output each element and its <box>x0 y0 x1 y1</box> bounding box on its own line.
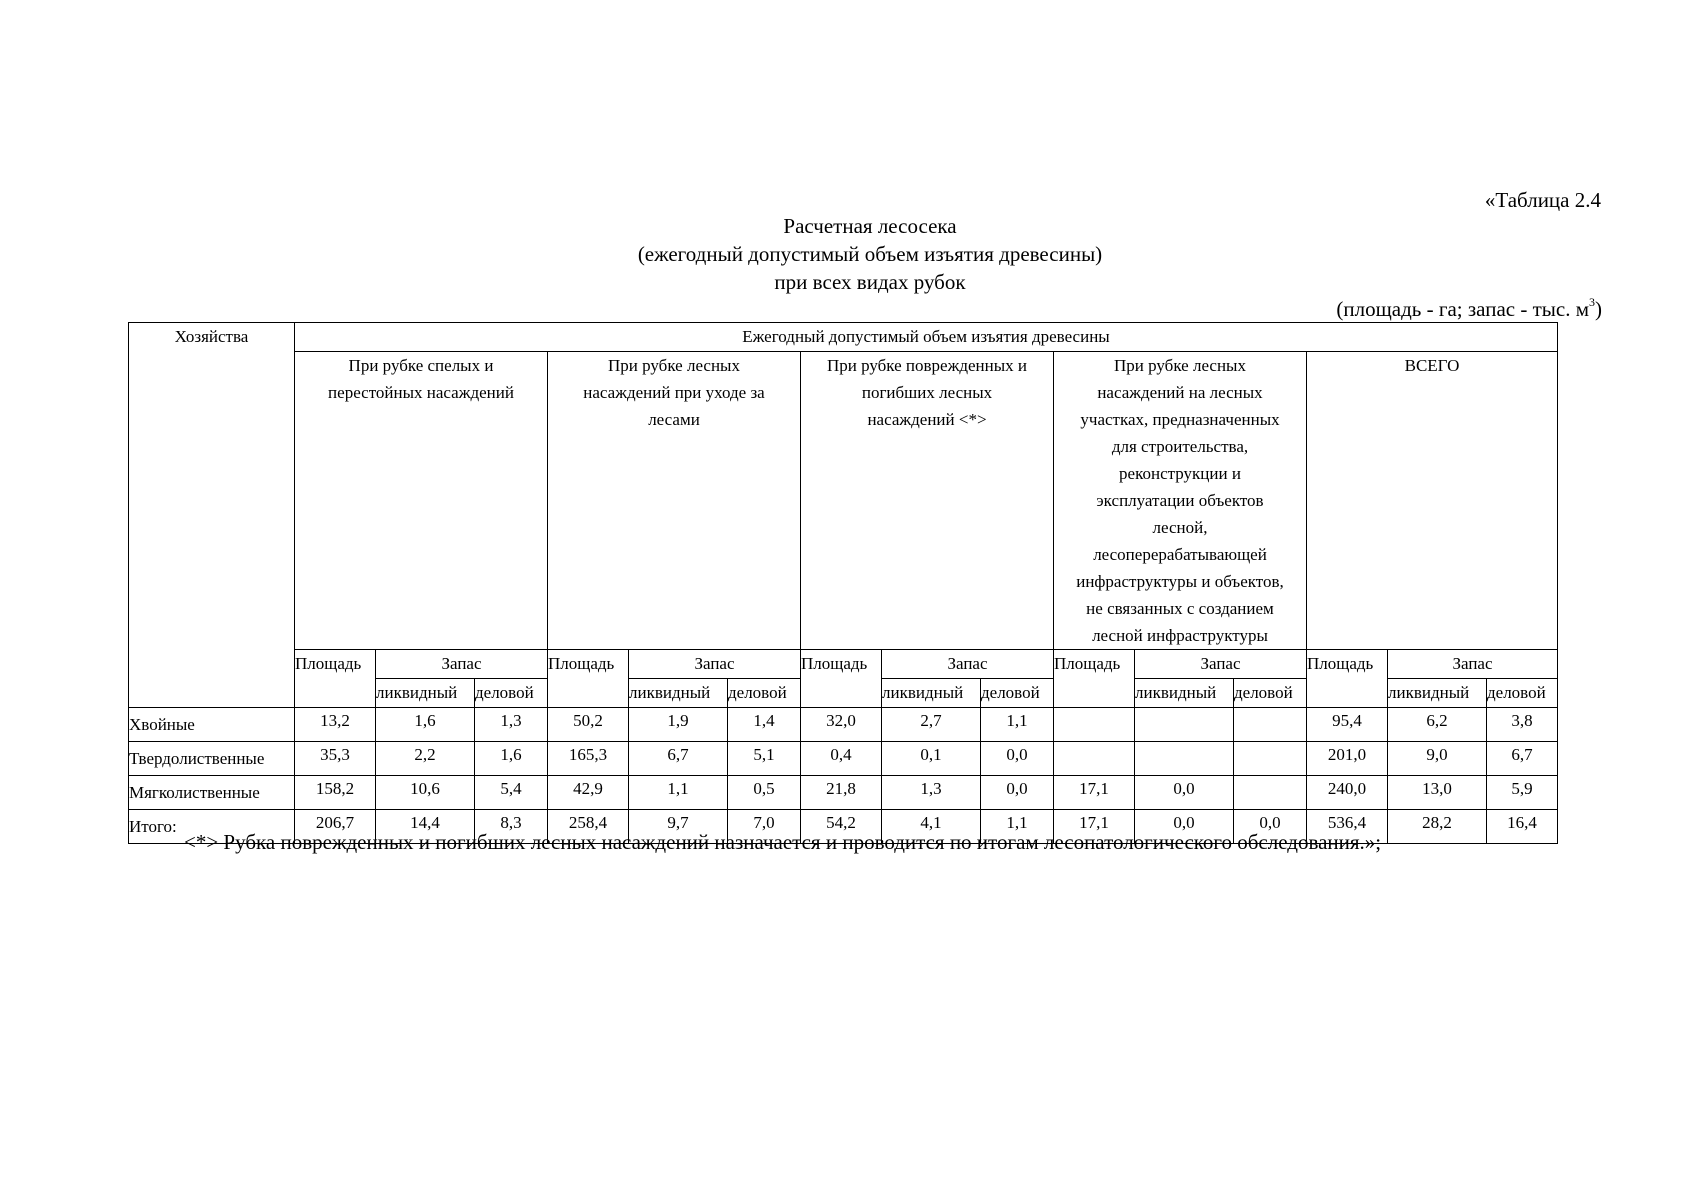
table-cell: 0,0 <box>1135 810 1234 844</box>
table-cell: 1,1 <box>981 810 1054 844</box>
group-header-line: эксплуатации объектов <box>1096 491 1264 510</box>
group-header-line: насаждений при уходе за <box>583 383 765 402</box>
table-body <box>129 323 1558 844</box>
table-cell: 0,0 <box>1234 810 1307 844</box>
row-name: Мягколиственные <box>129 776 295 810</box>
group-header-line: При рубке лесных <box>608 356 740 375</box>
liquid-header: ликвидный <box>629 679 728 708</box>
table-cell: 35,3 <box>295 742 376 776</box>
group-header-line: лесоперерабатывающей <box>1093 545 1267 564</box>
header-row-main <box>129 323 1558 352</box>
group-header-line: При рубке спелых и <box>348 356 494 375</box>
table-cell: 0,0 <box>981 776 1054 810</box>
liquid-header: ликвидный <box>1135 679 1234 708</box>
table-cell: 9,7 <box>629 810 728 844</box>
table-number-label: «Таблица 2.4 <box>1484 188 1601 212</box>
row-name: Хвойные <box>129 708 295 742</box>
group-header-line: не связанных с созданием <box>1086 599 1274 618</box>
table-cell: 3,8 <box>1487 708 1558 742</box>
group-header-line: инфраструктуры и объектов, <box>1076 572 1284 591</box>
group-header <box>1054 352 1307 650</box>
table-cell: 6,2 <box>1388 708 1487 742</box>
group-header-line: насаждений <*> <box>867 410 987 429</box>
title-line: при всех видах рубок <box>774 270 966 294</box>
group-header-line: лесами <box>648 410 700 429</box>
table-cell: 2,2 <box>376 742 475 776</box>
title-line: (ежегодный допустимый объем изъятия древесины) <box>637 242 1103 266</box>
table-cell: 0,5 <box>728 776 801 810</box>
row-name: Итого: <box>129 810 295 844</box>
group-header <box>548 352 801 650</box>
table-row <box>129 708 1558 742</box>
table-cell: 1,9 <box>629 708 728 742</box>
table-cell: 6,7 <box>629 742 728 776</box>
header-farms: Хозяйства <box>129 323 295 708</box>
table-cell <box>1234 708 1307 742</box>
table-cell: 13,0 <box>1388 776 1487 810</box>
table-cell: 0,0 <box>1135 776 1234 810</box>
group-header-line: лесной, <box>1152 518 1208 537</box>
table-cell: 536,4 <box>1307 810 1388 844</box>
liquid-header: ликвидный <box>376 679 475 708</box>
table-cell: 201,0 <box>1307 742 1388 776</box>
liquid-header: ликвидный <box>1388 679 1487 708</box>
business-header: деловой <box>1234 679 1307 708</box>
table-cell: 54,2 <box>801 810 882 844</box>
table-cell: 9,0 <box>1388 742 1487 776</box>
table-cell: 1,4 <box>728 708 801 742</box>
table-cell <box>1234 776 1307 810</box>
business-header: деловой <box>728 679 801 708</box>
table-cell: 1,1 <box>981 708 1054 742</box>
table-cell: 0,0 <box>981 742 1054 776</box>
group-header-line: участках, предназначенных <box>1080 410 1280 429</box>
header-row-area-stock <box>129 650 1558 679</box>
table-cell: 0,4 <box>801 742 882 776</box>
table-cell: 1,3 <box>475 708 548 742</box>
table-cell: 95,4 <box>1307 708 1388 742</box>
table-row <box>129 776 1558 810</box>
table-cell: 0,1 <box>882 742 981 776</box>
business-header: деловой <box>981 679 1054 708</box>
table-cell: 17,1 <box>1054 810 1135 844</box>
group-header-line: перестойных насаждений <box>328 383 514 402</box>
table-cell: 16,4 <box>1487 810 1558 844</box>
area-header: Площадь <box>1054 650 1135 708</box>
header-annual-volume: Ежегодный допустимый объем изъятия древесины <box>295 323 1558 352</box>
business-header: деловой <box>1487 679 1558 708</box>
group-header <box>295 352 548 650</box>
stock-header: Запас <box>376 650 548 679</box>
title-line: Расчетная лесосека <box>783 214 957 238</box>
table-cell: 17,1 <box>1054 776 1135 810</box>
group-header-line: для строительства, <box>1111 437 1249 456</box>
group-header-line: При рубке лесных <box>1114 356 1246 375</box>
group-header-line: погибших лесных <box>861 383 993 402</box>
table-cell: 1,3 <box>882 776 981 810</box>
footnote: <*> Рубка поврежденных и погибших лесных насаждений назначается и проводится по итогам лесопатологического обследования.»; <box>184 830 1382 854</box>
group-header-line: реконструкции и <box>1119 464 1241 483</box>
table-cell: 5,9 <box>1487 776 1558 810</box>
table-cell: 8,3 <box>475 810 548 844</box>
table-cell: 42,9 <box>548 776 629 810</box>
table-cell <box>1135 742 1234 776</box>
row-name: Твердолиственные <box>129 742 295 776</box>
area-header: Площадь <box>1307 650 1388 708</box>
group-header <box>1307 352 1558 650</box>
allowable-cut-table <box>128 322 1558 844</box>
group-header <box>801 352 1054 650</box>
document-title <box>0 212 1694 296</box>
stock-header: Запас <box>1135 650 1307 679</box>
group-header-line: При рубке поврежденных и <box>826 356 1028 375</box>
table-cell: 2,7 <box>882 708 981 742</box>
table-cell: 240,0 <box>1307 776 1388 810</box>
table-cell: 28,2 <box>1388 810 1487 844</box>
units-note <box>1336 297 1602 322</box>
table-cell: 7,0 <box>728 810 801 844</box>
table-cell: 13,2 <box>295 708 376 742</box>
units-superscript: 3 <box>1589 295 1595 309</box>
table-cell: 14,4 <box>376 810 475 844</box>
group-header-line: лесной инфраструктуры <box>1092 626 1268 645</box>
table-cell: 4,1 <box>882 810 981 844</box>
units-text: (площадь - га; запас - тыс. м <box>1336 297 1589 321</box>
table-cell <box>1234 742 1307 776</box>
table-cell: 5,4 <box>475 776 548 810</box>
liquid-header: ликвидный <box>882 679 981 708</box>
group-header-line: насаждений на лесных <box>1097 383 1263 402</box>
table-cell: 21,8 <box>801 776 882 810</box>
table-cell: 158,2 <box>295 776 376 810</box>
group-header-line: ВСЕГО <box>1404 356 1460 375</box>
table-row <box>129 742 1558 776</box>
stock-header: Запас <box>882 650 1054 679</box>
stock-header: Запас <box>629 650 801 679</box>
table-cell <box>1135 708 1234 742</box>
area-header: Площадь <box>548 650 629 708</box>
business-header: деловой <box>475 679 548 708</box>
table-cell: 50,2 <box>548 708 629 742</box>
area-header: Площадь <box>295 650 376 708</box>
table-cell: 10,6 <box>376 776 475 810</box>
stock-header: Запас <box>1388 650 1558 679</box>
units-close: ) <box>1595 297 1602 321</box>
table-cell: 1,6 <box>475 742 548 776</box>
table-cell: 1,1 <box>629 776 728 810</box>
header-row-groups <box>129 352 1558 650</box>
table-cell: 165,3 <box>548 742 629 776</box>
table-cell <box>1054 742 1135 776</box>
table-cell: 6,7 <box>1487 742 1558 776</box>
table-cell: 258,4 <box>548 810 629 844</box>
table-cell: 206,7 <box>295 810 376 844</box>
area-header: Площадь <box>801 650 882 708</box>
table-cell: 32,0 <box>801 708 882 742</box>
table-cell: 5,1 <box>728 742 801 776</box>
table-cell: 1,6 <box>376 708 475 742</box>
table-cell <box>1054 708 1135 742</box>
